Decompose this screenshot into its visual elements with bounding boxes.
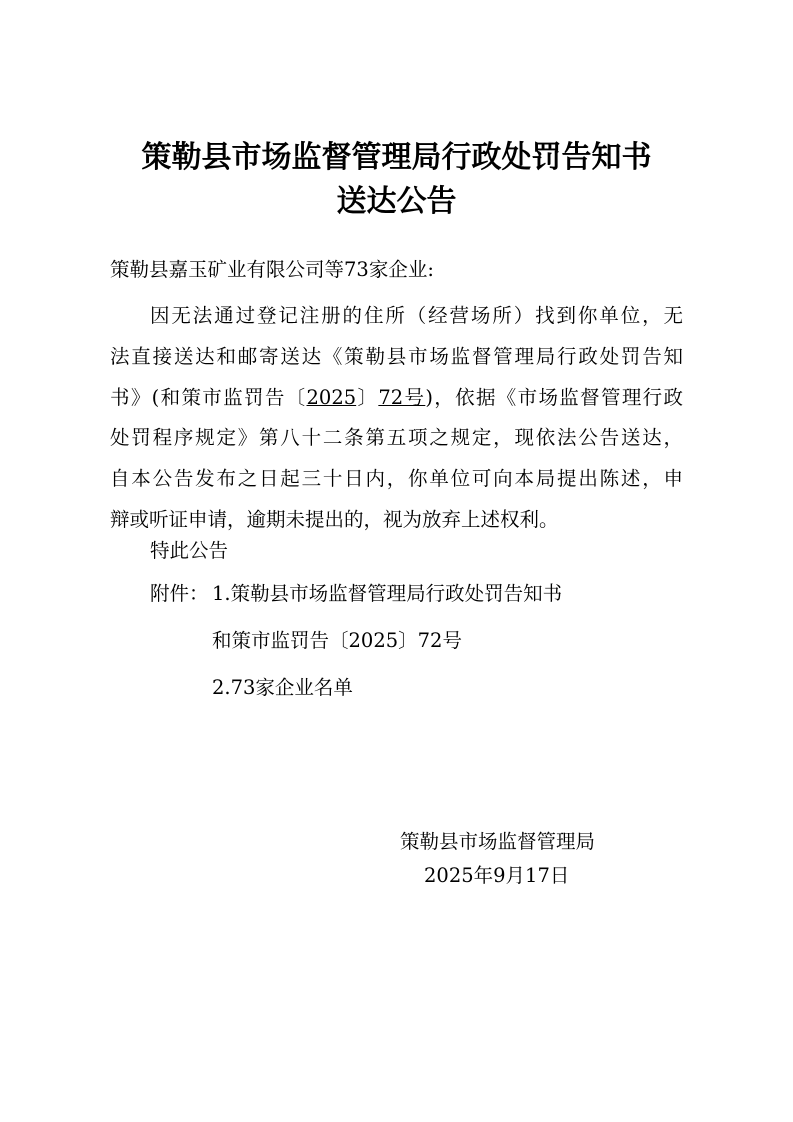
attachment-item-2: 2.73家企业名单 xyxy=(212,676,353,699)
body-line-6: 辩或听证申请，逾期未提出的，视为放弃上述权利。 xyxy=(110,508,559,531)
body-line-1: 因无法通过登记注册的住所（经营场所）找到你单位，无 xyxy=(150,304,683,327)
body-line-3 xyxy=(110,384,683,412)
addressee: 策勒县嘉玉矿业有限公司等73家企业: xyxy=(110,258,434,281)
body-line-3-pre: 书》(和策市监罚告〔 xyxy=(110,386,307,409)
case-year: 2025 xyxy=(306,386,357,409)
case-number: 72号 xyxy=(378,386,426,409)
body-line-2: 法直接送达和邮寄送达《策勒县市场监督管理局行政处罚告知 xyxy=(110,345,683,368)
attachment-item-1-continued: 和策市监罚告〔2025〕72号 xyxy=(212,629,462,652)
document-title-line-2: 送达公告 xyxy=(336,184,457,219)
body-line-3-mid: 〕 xyxy=(356,386,379,409)
body-line-3-post: )，依据《市场监督管理行政 xyxy=(425,386,683,409)
document-title-line-1: 策勒县市场监督管理局行政处罚告知书 xyxy=(141,140,652,175)
signature-date: 2025年9月17日 xyxy=(424,864,570,887)
attachment-item-1: 1.策勒县市场监督管理局行政处罚告知书 xyxy=(212,582,563,605)
closing-text: 特此公告 xyxy=(150,539,229,562)
body-line-5: 自本公告发布之日起三十日内，你单位可向本局提出陈述，申 xyxy=(110,467,683,490)
signature-organization: 策勒县市场监督管理局 xyxy=(400,830,596,853)
attachments-label: 附件： xyxy=(150,582,209,605)
body-line-4: 处罚程序规定》第八十二条第五项之规定，现依法公告送达， xyxy=(110,426,683,449)
